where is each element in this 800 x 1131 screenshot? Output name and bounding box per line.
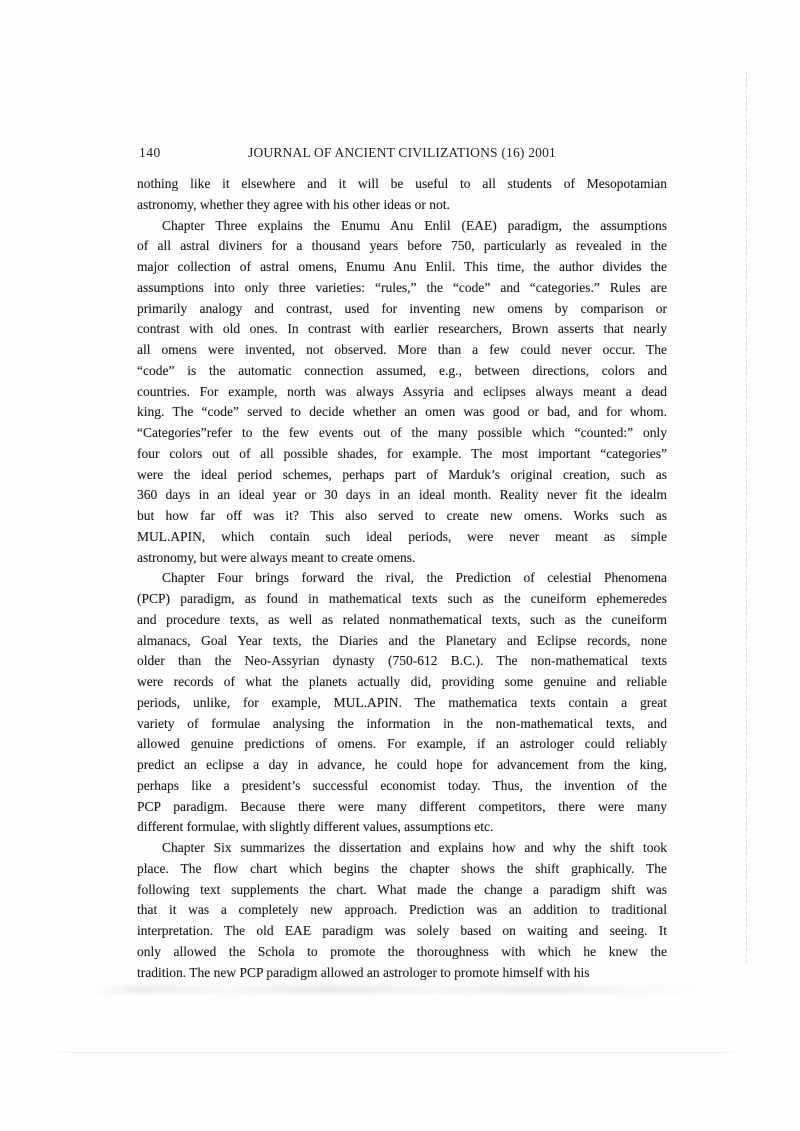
text-line: were records of what the planets actually did, providing some genuine and reliable [137,674,667,689]
body-text [137,174,667,983]
text-line: assumptions into only three varieties: “rules,” the “code” and “categories.” Rules are [137,279,667,295]
text-line: astronomy, but were always meant to create omens. [137,549,416,565]
text-line: only allowed the Schola to promote the thoroughness with which he knew the [137,943,667,959]
scan-line-artifact [746,72,747,962]
text-line: following text supplements the chart. What made the change a paradigm shift was [137,881,667,897]
page-number: 140 [139,145,161,160]
text-line: four colors out of all possible shades, for example. The most important “categories” [137,445,667,461]
text-line: primarily analogy and contrast, used for inventing new omens by comparison or [137,300,667,316]
text-line: tradition. The new PCP paradigm allowed an astrologer to promote himself with his [137,964,590,980]
text-line: “Categories”refer to the few events out of the many possible which “counted:” only [137,425,667,440]
text-line: that it was a completely new approach. Prediction was an addition to traditional [137,902,667,918]
page-edge-shadow [35,1052,760,1053]
text-line: MUL.APIN, which contain such ideal periods, were never meant as simple [137,528,667,544]
text-line: PCP paradigm. Because there were many different competitors, there were many [137,798,667,814]
text-line: astronomy, whether they agree with his other ideas or not. [137,196,450,212]
text-line: Chapter Six summarizes the dissertation and explains how and why the shift took [162,840,667,855]
text-line: variety of formulae analysing the information in the non-mathematical texts, and [137,715,667,731]
text-line: interpretation. The old EAE paradigm was solely based on waiting and seeing. It [137,923,667,938]
text-line: and procedure texts, as well as related nonmathematical texts, such as the cuneiform [137,611,667,627]
text-line: perhaps like a president’s successful economist today. Thus, the invention of the [137,777,667,793]
text-line: Chapter Four brings forward the rival, the Prediction of celestial Phenomena [162,570,667,586]
text-line: (PCP) paradigm, as found in mathematical texts such as the cuneiform ephemeredes [137,591,667,606]
text-line: were the ideal period schemes, perhaps part of Marduk’s original creation, such as [137,466,667,482]
text-line: older than the Neo-Assyrian dynasty (750-612 B.C.). The non-mathematical texts [137,653,667,669]
text-line: 360 days in an ideal year or 30 days in an ideal month. Reality never fit the idealm [137,487,667,503]
text-line: predict an eclipse a day in advance, he could hope for advancement from the king, [137,757,667,772]
text-line: place. The flow chart which begins the chapter shows the shift graphically. The [137,860,667,876]
text-line: nothing like it elsewhere and it will be useful to all students of Mesopotamian [137,176,667,191]
text-line: but how far off was it? This also served to create new omens. Works such as [137,508,667,523]
text-line: all omens were invented, not observed. More than a few could never occur. The [137,342,667,357]
journal-header: JOURNAL OF ANCIENT CIVILIZATIONS (16) 2001 [247,145,556,160]
text-line: king. The “code” served to decide whether an omen was good or bad, and for whom. [137,404,667,420]
text-line: different formulae, with slightly different values, assumptions etc. [137,819,494,835]
text-line: Chapter Three explains the Enumu Anu Enlil (EAE) paradigm, the assumptions [162,217,667,233]
text-line: major collection of astral omens, Enumu Anu Enlil. This time, the author divides the [137,259,667,274]
scan-smudge-artifact [88,985,716,994]
text-line: allowed genuine predictions of omens. For example, if an astrologer could reliably [137,736,667,752]
text-line: countries. For example, north was always Assyria and eclipses always meant a dead [137,383,667,399]
text-line: of all astral diviners for a thousand years before 750, particularly as revealed in the [137,238,667,254]
text-line: “code” is the automatic connection assumed, e.g., between directions, colors and [137,362,667,378]
page-header [137,145,667,163]
text-line: periods, unlike, for example, MUL.APIN. The mathematica texts contain a great [137,694,667,710]
text-line: contrast with old ones. In contrast with earlier researchers, Brown asserts that nearly [137,321,667,337]
text-line: almanacs, Goal Year texts, the Diaries and the Planetary and Eclipse records, none [137,632,667,648]
